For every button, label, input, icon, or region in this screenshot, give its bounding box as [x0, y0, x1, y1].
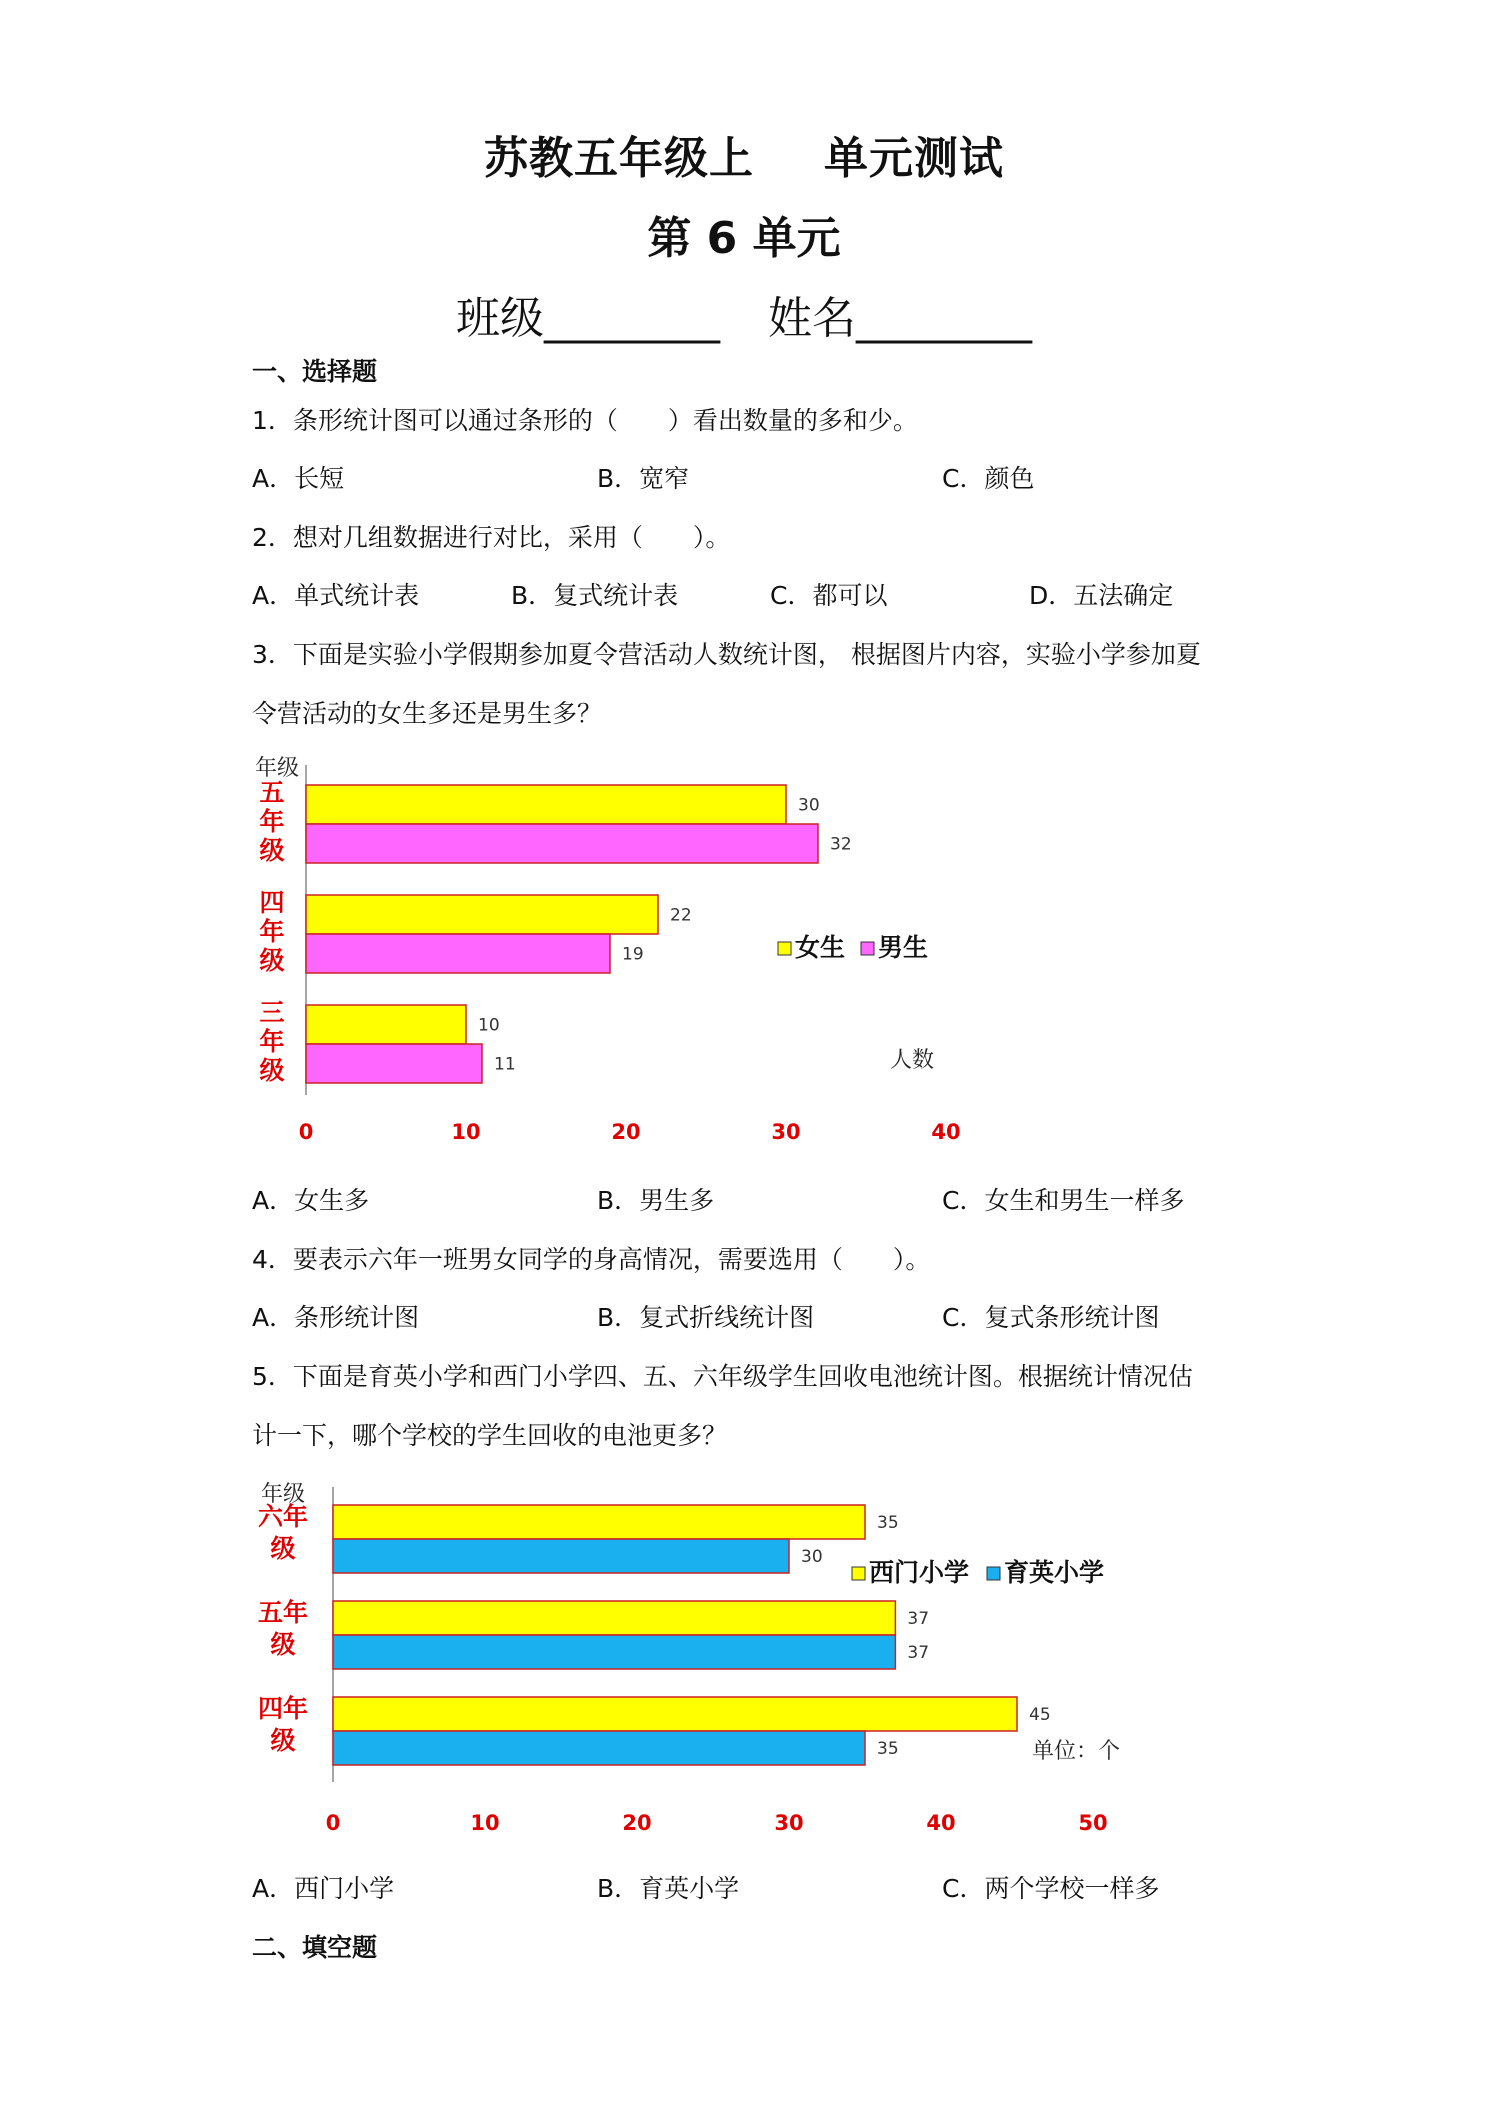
category-label: 级: [270, 1534, 296, 1563]
x-tick-label: 50: [1078, 1811, 1108, 1835]
bar-value-label: 30: [798, 795, 820, 816]
bar-value-label: 45: [1029, 1705, 1051, 1725]
bar-女生: [306, 895, 658, 934]
category-label: 级: [270, 1726, 296, 1755]
bar-value-label: 37: [907, 1643, 930, 1663]
bar-value-label: 37: [907, 1609, 930, 1629]
bar-value-label: 35: [877, 1513, 899, 1533]
unit-label: 人数: [890, 1048, 935, 1073]
section-fill-heading: 二、填空题: [252, 1933, 378, 1962]
bar-value-label: 22: [670, 905, 692, 926]
category-label: 级: [259, 946, 285, 975]
bar-女生: [306, 785, 786, 824]
legend-label-西门小学: 西门小学: [869, 1558, 970, 1587]
name-field[interactable]: 姓名________: [768, 293, 1032, 344]
category-label: 年: [259, 917, 285, 946]
x-tick-label: 30: [774, 1811, 804, 1835]
legend-swatch-育英小学: [987, 1567, 1000, 1580]
section-choice-heading: 一、选择题: [252, 357, 378, 386]
legend-swatch-男生: [861, 942, 874, 955]
legend-swatch-西门小学: [852, 1567, 865, 1580]
summer-camp-bar-chart: [245, 745, 965, 1155]
battery-recycling-bar-chart: [245, 1467, 1165, 1847]
bar-女生: [306, 1005, 466, 1044]
student-info-line: [0, 282, 1488, 346]
category-label: 五年: [257, 1598, 309, 1627]
bar-value-label: 10: [478, 1015, 500, 1036]
q1-option-c[interactable]: C．颜色: [942, 464, 1035, 493]
x-tick-label: 0: [298, 1120, 314, 1144]
bar-男生: [306, 1044, 482, 1083]
q3-option-a[interactable]: A．女生多: [252, 1186, 370, 1215]
bar-男生: [306, 934, 610, 973]
q2-option-d[interactable]: D．五法确定: [1029, 581, 1174, 610]
q3-option-b[interactable]: B．男生多: [597, 1186, 715, 1215]
x-tick-label: 40: [931, 1120, 961, 1144]
x-tick-label: 0: [325, 1811, 341, 1835]
category-label: 级: [270, 1630, 296, 1659]
worksheet-title: [0, 122, 1488, 186]
bar-value-label: 19: [622, 944, 644, 965]
q2-option-b[interactable]: B．复式统计表: [511, 581, 679, 610]
q4-option-a[interactable]: A．条形统计图: [252, 1303, 420, 1332]
category-label: 四年: [257, 1694, 309, 1723]
x-tick-label: 20: [622, 1811, 652, 1835]
category-label: 三: [259, 998, 285, 1027]
title-test: 单元测试: [824, 133, 1004, 184]
category-label: 年: [259, 807, 285, 836]
legend-label-育英小学: 育英小学: [1004, 1558, 1105, 1587]
bar-育英小学: [333, 1731, 865, 1765]
title-subject: 苏教五年级上: [484, 133, 754, 184]
question-3-line-2: 令营活动的女生多还是男生多？: [252, 699, 603, 728]
q5-option-b[interactable]: B．育英小学: [597, 1874, 740, 1903]
bar-育英小学: [333, 1635, 895, 1669]
question-2: 2．想对几组数据进行对比，采用（ ）。: [252, 523, 731, 552]
class-field[interactable]: 班级________: [456, 293, 720, 344]
x-tick-label: 40: [926, 1811, 956, 1835]
q2-option-c[interactable]: C．都可以: [770, 581, 888, 610]
unit-heading: 第 6 单元: [647, 213, 841, 264]
x-tick-label: 20: [611, 1120, 641, 1144]
bar-value-label: 30: [801, 1547, 823, 1567]
q1-option-a[interactable]: A．长短: [252, 464, 345, 493]
q1-option-b[interactable]: B．宽窄: [597, 464, 690, 493]
q5-option-c[interactable]: C．两个学校一样多: [942, 1874, 1160, 1903]
question-1: 1．条形统计图可以通过条形的（ ）看出数量的多和少。: [252, 406, 918, 435]
unit-label: 单位：个: [1032, 1739, 1121, 1764]
bar-西门小学: [333, 1697, 1017, 1731]
legend-label-男生: 男生: [878, 933, 929, 962]
axis-title: 年级: [261, 1482, 306, 1507]
question-5-line-2: 计一下，哪个学校的学生回收的电池更多？: [252, 1421, 728, 1450]
bar-西门小学: [333, 1505, 865, 1539]
category-label: 六年: [257, 1502, 309, 1531]
category-label: 四: [259, 888, 285, 917]
q4-option-b[interactable]: B．复式折线统计图: [597, 1303, 815, 1332]
category-label: 五: [259, 778, 285, 807]
question-4: 4．要表示六年一班男女同学的身高情况，需要选用（ ）。: [252, 1245, 931, 1274]
q4-option-c[interactable]: C．复式条形统计图: [942, 1303, 1160, 1332]
x-tick-label: 30: [771, 1120, 801, 1144]
bar-西门小学: [333, 1601, 895, 1635]
question-5-line-1: 5．下面是育英小学和西门小学四、五、六年级学生回收电池统计图。根据统计情况估: [252, 1362, 1193, 1391]
bar-value-label: 32: [830, 834, 852, 855]
legend-swatch-女生: [778, 942, 791, 955]
category-label: 级: [259, 1056, 285, 1085]
q5-option-a[interactable]: A．西门小学: [252, 1874, 395, 1903]
bar-value-label: 11: [494, 1054, 516, 1075]
category-label: 年: [259, 1027, 285, 1056]
category-label: 级: [259, 836, 285, 865]
bar-育英小学: [333, 1539, 789, 1573]
axis-title: 年级: [255, 756, 300, 781]
bar-value-label: 35: [877, 1739, 899, 1759]
q3-option-c[interactable]: C．女生和男生一样多: [942, 1186, 1185, 1215]
q2-option-a[interactable]: A．单式统计表: [252, 581, 420, 610]
x-tick-label: 10: [470, 1811, 500, 1835]
bar-男生: [306, 824, 818, 863]
x-tick-label: 10: [451, 1120, 481, 1144]
legend-label-女生: 女生: [795, 933, 846, 962]
question-3-line-1: 3．下面是实验小学假期参加夏令营活动人数统计图， 根据图片内容，实验小学参加夏: [252, 640, 1201, 669]
